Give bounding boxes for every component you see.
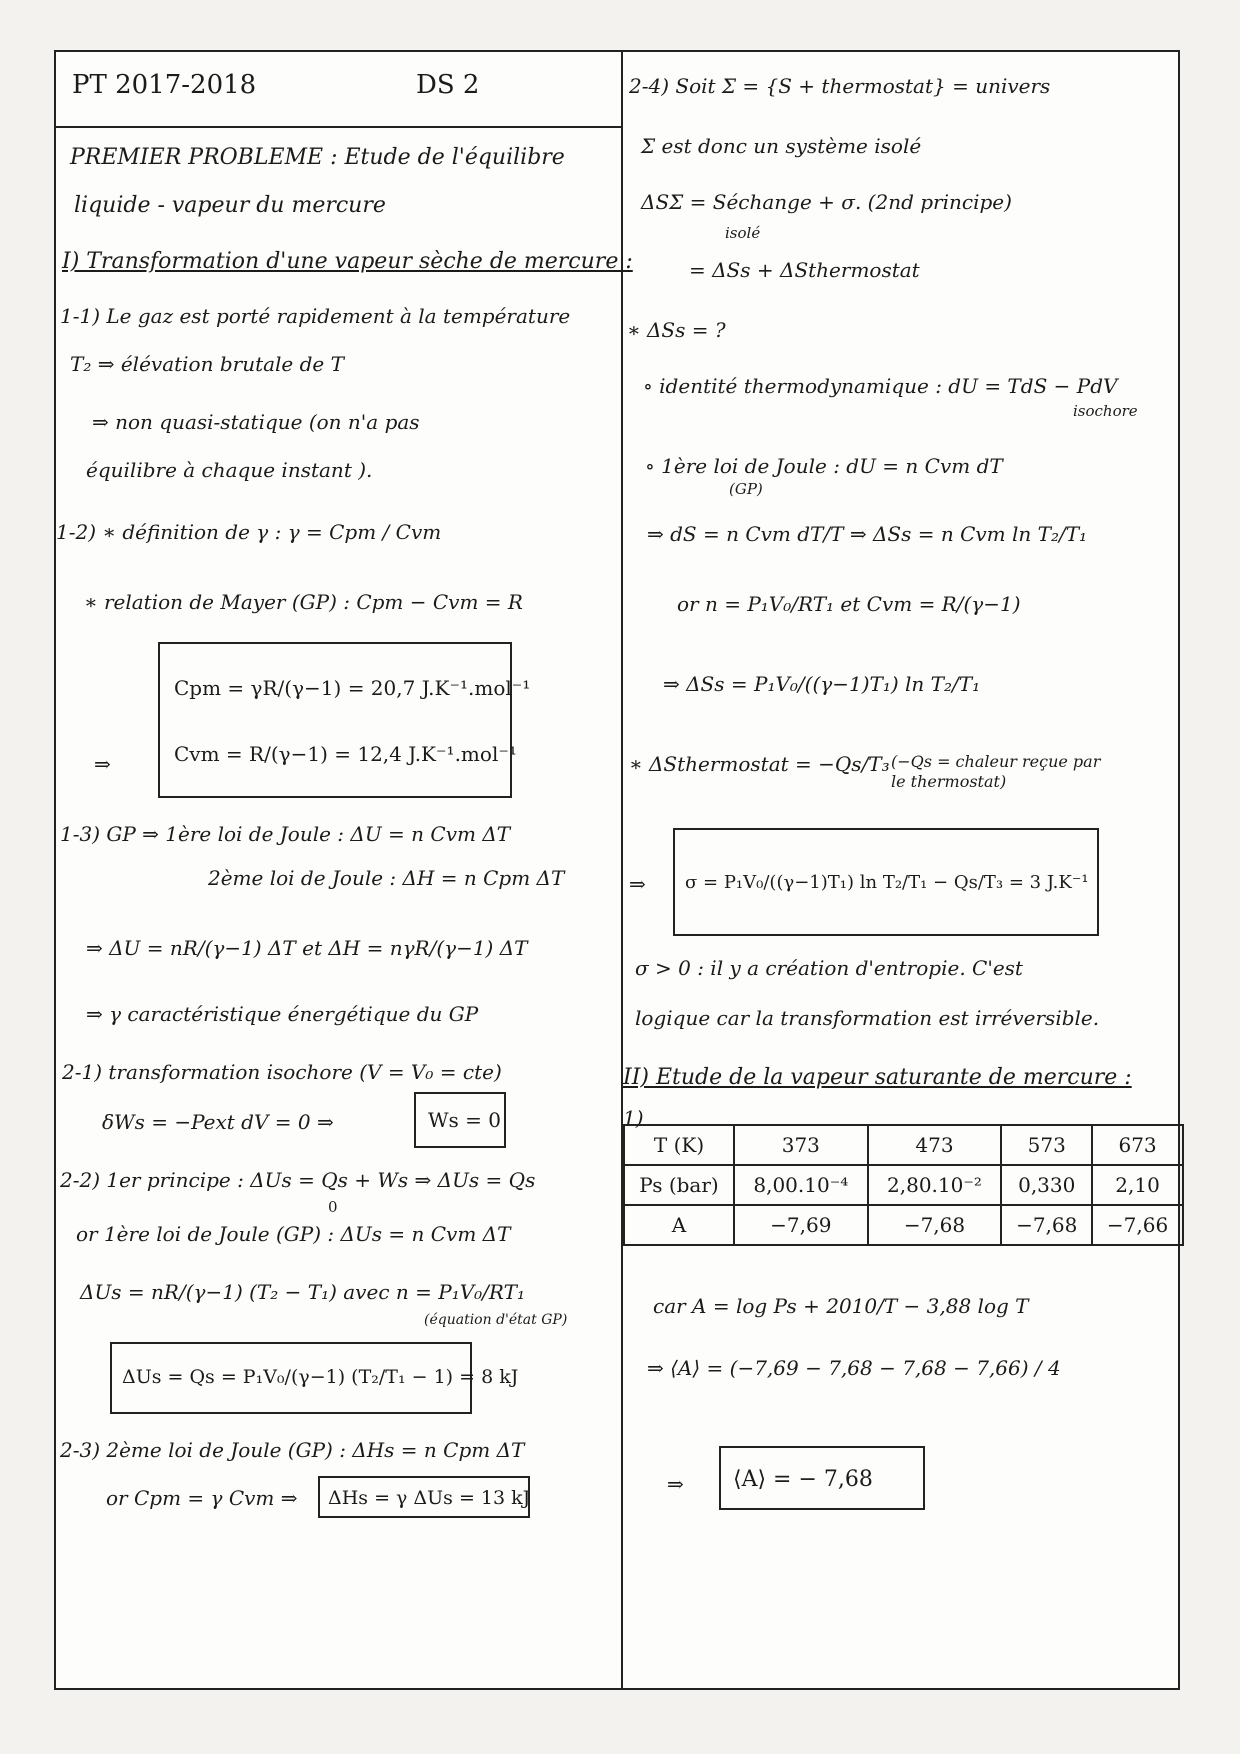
q1-1-line2: T₂ ⇒ élévation brutale de T <box>70 352 344 376</box>
ideal-gas-note: (GP) <box>729 480 763 498</box>
table-cell: −7,68 <box>868 1205 1002 1245</box>
q2-4-line4: = ΔSs + ΔSthermostat <box>689 258 920 282</box>
right-column <box>623 52 1180 1688</box>
zero-annotation: 0 <box>328 1198 338 1216</box>
q2-4-line8: ⇒ dS = n Cvm dT/T ⇒ ΔSs = n Cvm ln T₂/T₁ <box>647 522 1088 546</box>
result-box-work <box>414 1092 506 1148</box>
mean-a-result: ⟨A⟩ = − 7,68 <box>733 1467 873 1492</box>
q2-4-line11: ∗ ΔSthermostat = −Qs/T₃ <box>629 752 890 776</box>
q1-1-line3: ⇒ non quasi-statique (on n'a pas <box>92 410 420 434</box>
cvm-result: Cvm = R/(γ−1) = 12,4 J.K⁻¹.mol⁻¹ <box>174 742 517 766</box>
q2-1-line1: 2-1) transformation isochore (V = V₀ = cte) <box>62 1060 502 1084</box>
q2-4-line10: ⇒ ΔSs = P₁V₀/((γ−1)T₁) ln T₂/T₁ <box>663 672 981 696</box>
q1-2-line1: 1-2) ∗ définition de γ : γ = Cpm / Cvm <box>56 520 442 544</box>
table-cell: Ps (bar) <box>624 1165 734 1205</box>
q1-3-line3: ⇒ ΔU = nR/(γ−1) ΔT et ΔH = nγR/(γ−1) ΔT <box>86 936 528 960</box>
table-cell: 8,00.10⁻⁴ <box>734 1165 868 1205</box>
isochoric-note: isochore <box>1073 402 1138 420</box>
result-box-entropy <box>673 828 1099 936</box>
table-cell: 673 <box>1092 1125 1183 1165</box>
q2-4-line3: ΔSΣ = Séchange + σ. (2nd principe) <box>641 190 1012 214</box>
table-cell: 0,330 <box>1001 1165 1092 1205</box>
header-course: PT 2017-2018 <box>72 70 257 100</box>
isolated-note: isolé <box>725 224 761 242</box>
equation-of-state-note: (équation d'état GP) <box>424 1312 568 1328</box>
problem-title: PREMIER PROBLEME : Etude de l'équilibre <box>70 145 565 170</box>
thermostat-heat-note: (−Qs = chaleur reçue par le thermostat) <box>891 752 1101 791</box>
q2-3-line1: 2-3) 2ème loi de Joule (GP) : ΔHs = n Cpm ΔT <box>60 1438 525 1462</box>
q2-2-line1: 2-2) 1er principe : ΔUs = Qs + Ws ⇒ ΔUs = Qs <box>60 1168 536 1192</box>
table-cell: A <box>624 1205 734 1245</box>
result-box-enthalpy <box>318 1476 530 1518</box>
table-cell: T (K) <box>624 1125 734 1165</box>
q1-formula: car A = log Ps + 2010/T − 3,88 log T <box>653 1294 1029 1318</box>
q1-1-line1: 1-1) Le gaz est porté rapidement à la température <box>60 304 571 328</box>
q2-4-line2: Σ est donc un système isolé <box>641 134 922 158</box>
q2-2-line2: or 1ère loi de Joule (GP) : ΔUs = n Cvm ΔT <box>76 1222 511 1246</box>
arrow-6: ⇒ <box>667 1472 684 1496</box>
q1-3-line1: 1-3) GP ⇒ 1ère loi de Joule : ΔU = n Cvm ΔT <box>60 822 511 846</box>
entropy-result: σ = P₁V₀/((γ−1)T₁) ln T₂/T₁ − Qs/T₃ = 3 J.K⁻¹ <box>685 872 1089 893</box>
q2-4-line6: ∘ identité thermodynamique : dU = TdS − PdV <box>643 374 1118 398</box>
result-box-mean-a <box>719 1446 925 1510</box>
header-exam-id: DS 2 <box>416 70 480 100</box>
table-row <box>624 1165 1183 1205</box>
q1-mean: ⇒ ⟨A⟩ = (−7,69 − 7,68 − 7,68 − 7,66) / 4 <box>647 1356 1061 1380</box>
q2-4-line9: or n = P₁V₀/RT₁ et Cvm = R/(γ−1) <box>677 592 1021 616</box>
internal-energy-result: ΔUs = Qs = P₁V₀/(γ−1) (T₂/T₁ − 1) = 8 kJ <box>122 1366 519 1388</box>
q2-4-line7: ∘ 1ère loi de Joule : dU = n Cvm dT <box>645 454 1003 478</box>
table-cell: 2,10 <box>1092 1165 1183 1205</box>
table-cell: −7,66 <box>1092 1205 1183 1245</box>
table-cell: 573 <box>1001 1125 1092 1165</box>
exam-sheet <box>54 50 1180 1690</box>
q2-3-line2: or Cpm = γ Cvm ⇒ <box>106 1486 298 1510</box>
enthalpy-result: ΔHs = γ ΔUs = 13 kJ <box>328 1487 531 1509</box>
q1-3-line2: 2ème loi de Joule : ΔH = n Cpm ΔT <box>208 866 565 890</box>
q1-2-line2: ∗ relation de Mayer (GP) : Cpm − Cvm = R <box>84 590 523 614</box>
q2-4-line1: 2-4) Soit Σ = {S + thermostat} = univers <box>629 74 1051 98</box>
table-cell: −7,68 <box>1001 1205 1092 1245</box>
result-box-heat-capacities <box>158 642 531 798</box>
section-1-heading: I) Transformation d'une vapeur sèche de mercure : <box>62 249 633 274</box>
left-column <box>56 52 633 1688</box>
problem-title-line2: liquide - vapeur du mercure <box>74 193 386 218</box>
table-cell: −7,69 <box>734 1205 868 1245</box>
arrow-5: ⇒ <box>629 872 646 896</box>
q2-4-line13: logique car la transformation est irréversible. <box>635 1006 1100 1030</box>
table-cell: 373 <box>734 1125 868 1165</box>
q1-3-line4: ⇒ γ caractéristique énergétique du GP <box>86 1002 479 1026</box>
q2-4-line12: σ > 0 : il y a création d'entropie. C'est <box>635 956 1023 980</box>
work-result: Ws = 0 <box>428 1108 502 1132</box>
q2-1-line2: δWs = −Pext dV = 0 ⇒ <box>102 1110 334 1134</box>
cpm-result: Cpm = γR/(γ−1) = 20,7 J.K⁻¹.mol⁻¹ <box>174 676 531 700</box>
arrow: ⇒ <box>94 752 111 776</box>
section-2-heading: II) Etude de la vapeur saturante de mercure : <box>623 1065 1132 1090</box>
q1-1-line4: équilibre à chaque instant ). <box>86 458 373 482</box>
table-row <box>624 1205 1183 1245</box>
q2-2-line3: ΔUs = nR/(γ−1) (T₂ − T₁) avec n = P₁V₀/RT₁ <box>80 1280 525 1304</box>
result-box-internal-energy <box>110 1342 519 1414</box>
q1-label: 1) <box>623 1106 644 1130</box>
table-row <box>624 1125 1183 1165</box>
q2-4-line5: ∗ ΔSs = ? <box>627 318 726 342</box>
table-cell: 473 <box>868 1125 1002 1165</box>
table-cell: 2,80.10⁻² <box>868 1165 1002 1205</box>
vapor-pressure-table <box>623 1124 1184 1246</box>
